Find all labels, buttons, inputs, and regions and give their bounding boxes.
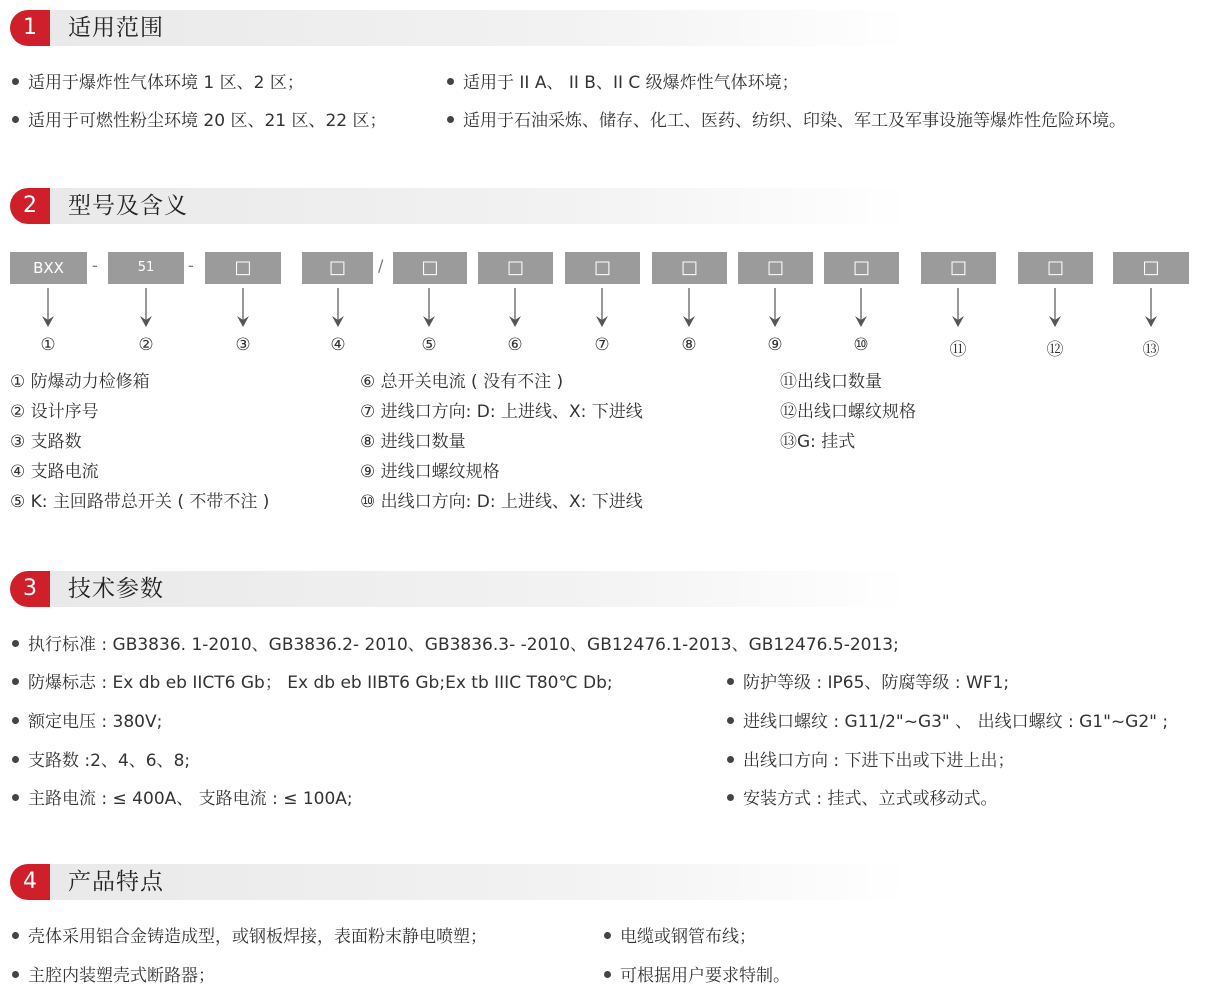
section-header-bar: [50, 571, 910, 607]
arrow-down-icon: [768, 288, 782, 328]
arrow-down-icon: [41, 288, 55, 328]
arrow-down-icon: [1144, 288, 1158, 328]
arrow-down-icon: [951, 288, 965, 328]
position-marker: ⑪: [949, 340, 967, 360]
bullet-icon: [12, 756, 19, 763]
feature-item: 可根据用户要求特制。: [604, 965, 790, 987]
section-header-bar: [50, 864, 910, 900]
section-header-scope: [10, 8, 910, 48]
legend-item: ⑩ 出线口方向: D: 上进线、X: 下进线: [360, 492, 643, 512]
model-box: □: [652, 252, 727, 284]
scope-item: 适用于石油采炼、储存、化工、医药、纺织、印染、军工及军事设施等爆炸性危险环境。: [447, 110, 1126, 132]
section-title: 型号及含义: [68, 193, 188, 219]
arrow-down-icon: [508, 288, 522, 328]
position-marker: ⑦: [594, 335, 610, 355]
section-number: 3: [10, 571, 50, 607]
feature-item: 电缆或钢管布线；: [604, 926, 756, 948]
section-number: 4: [10, 864, 50, 900]
position-marker: ⑥: [507, 335, 523, 355]
legend-item: ⑧ 进线口数量: [360, 432, 466, 452]
feature-item: 主腔内装塑壳式断路器；: [12, 965, 215, 987]
model-box: □: [478, 252, 553, 284]
param-item: 额定电压 : 380V;: [12, 711, 162, 733]
arrow-down-icon: [139, 288, 153, 328]
legend-item: ⑫出线口螺纹规格: [780, 402, 916, 422]
position-marker: ⑩: [853, 335, 869, 355]
legend-item: ① 防爆动力检修箱: [10, 372, 150, 392]
arrow-down-icon: [854, 288, 868, 328]
section-header-features: [10, 862, 910, 902]
param-item: 防爆标志 : Ex db eb IICT6 Gb； Ex db eb IIBT6 Gb;Ex tb IIIC T80℃ Db;: [12, 672, 613, 694]
legend-item: ⑥ 总开关电流 ( 没有不注 ): [360, 372, 564, 392]
bullet-icon: [12, 640, 19, 647]
position-marker: ③: [235, 335, 251, 355]
model-separator: -: [92, 256, 98, 275]
bullet-icon: [727, 756, 734, 763]
model-separator: -: [188, 256, 194, 275]
scope-item: 适用于爆炸性气体环境 1 区、2 区；: [12, 72, 304, 94]
section-number: 2: [10, 188, 50, 224]
bullet-icon: [12, 932, 19, 939]
scope-item: 适用于可燃性粉尘环境 20 区、21 区、22 区；: [12, 110, 387, 132]
bullet-icon: [12, 717, 19, 724]
param-item: 安装方式 : 挂式、立式或移动式。: [727, 788, 998, 810]
bullet-icon: [12, 678, 19, 685]
bullet-icon: [727, 678, 734, 685]
legend-item: ② 设计序号: [10, 402, 99, 422]
bullet-icon: [604, 971, 611, 978]
legend-item: ⑨ 进线口螺纹规格: [360, 462, 500, 482]
section-header-params: [10, 569, 910, 609]
arrow-down-icon: [595, 288, 609, 328]
param-item: 支路数 :2、4、6、8;: [12, 750, 190, 772]
position-marker: ④: [330, 335, 346, 355]
model-box: □: [302, 252, 373, 284]
legend-item: ⑤ K: 主回路带总开关 ( 不带不注 ): [10, 492, 270, 512]
section-header-bar: [50, 10, 910, 46]
model-box: 51: [108, 252, 184, 284]
model-box: □: [738, 252, 813, 284]
model-box: □: [824, 252, 899, 284]
scope-item: 适用于 II A、 II B、II C 级爆炸性气体环境；: [447, 72, 799, 94]
bullet-icon: [727, 794, 734, 801]
model-box: □: [393, 252, 467, 284]
param-item: 出线口方向 : 下进下出或下进上出；: [727, 750, 1015, 772]
arrow-down-icon: [1048, 288, 1062, 328]
arrow-down-icon: [422, 288, 436, 328]
model-box: □: [1018, 252, 1093, 284]
legend-item: ⑬G: 挂式: [780, 432, 856, 452]
param-item: 防护等级 : IP65、防腐等级 : WF1;: [727, 672, 1009, 694]
bullet-icon: [12, 794, 19, 801]
bullet-icon: [12, 116, 19, 123]
param-item: 执行标准 : GB3836. 1-2010、GB3836.2- 2010、GB3836.3- -2010、GB12476.1-2013、GB12476.5-2013;: [12, 634, 899, 656]
position-marker: ①: [40, 335, 56, 355]
section-title: 适用范围: [68, 15, 164, 41]
arrow-down-icon: [682, 288, 696, 328]
position-marker: ⑤: [421, 335, 437, 355]
param-item: 主路电流 : ≤ 400A、 支路电流 : ≤ 100A;: [12, 788, 353, 810]
bullet-icon: [12, 78, 19, 85]
section-title: 产品特点: [68, 869, 164, 895]
model-box: □: [205, 252, 281, 284]
arrow-down-icon: [236, 288, 250, 328]
legend-item: ⑪出线口数量: [780, 372, 882, 392]
model-separator: /: [378, 256, 384, 275]
section-title: 技术参数: [68, 576, 164, 602]
bullet-icon: [12, 971, 19, 978]
legend-item: ③ 支路数: [10, 432, 82, 452]
param-item: 进线口螺纹 : G11/2"~G3" 、 出线口螺纹 : G1"~G2" ;: [727, 711, 1168, 733]
bullet-icon: [447, 116, 454, 123]
section-header-model: [10, 186, 910, 226]
arrow-down-icon: [331, 288, 345, 328]
model-box: □: [565, 252, 640, 284]
bullet-icon: [447, 78, 454, 85]
position-marker: ⑬: [1142, 340, 1160, 360]
bullet-icon: [604, 932, 611, 939]
position-marker: ⑨: [767, 335, 783, 355]
model-box: □: [1113, 252, 1189, 284]
model-box: □: [921, 252, 996, 284]
section-number: 1: [10, 10, 50, 46]
model-box: BXX: [10, 252, 87, 284]
position-marker: ②: [138, 335, 154, 355]
legend-item: ⑦ 进线口方向: D: 上进线、X: 下进线: [360, 402, 643, 422]
position-marker: ⑧: [681, 335, 697, 355]
legend-item: ④ 支路电流: [10, 462, 99, 482]
bullet-icon: [727, 717, 734, 724]
feature-item: 壳体采用铝合金铸造成型，或钢板焊接，表面粉末静电喷塑；: [12, 926, 487, 948]
position-marker: ⑫: [1046, 340, 1064, 360]
